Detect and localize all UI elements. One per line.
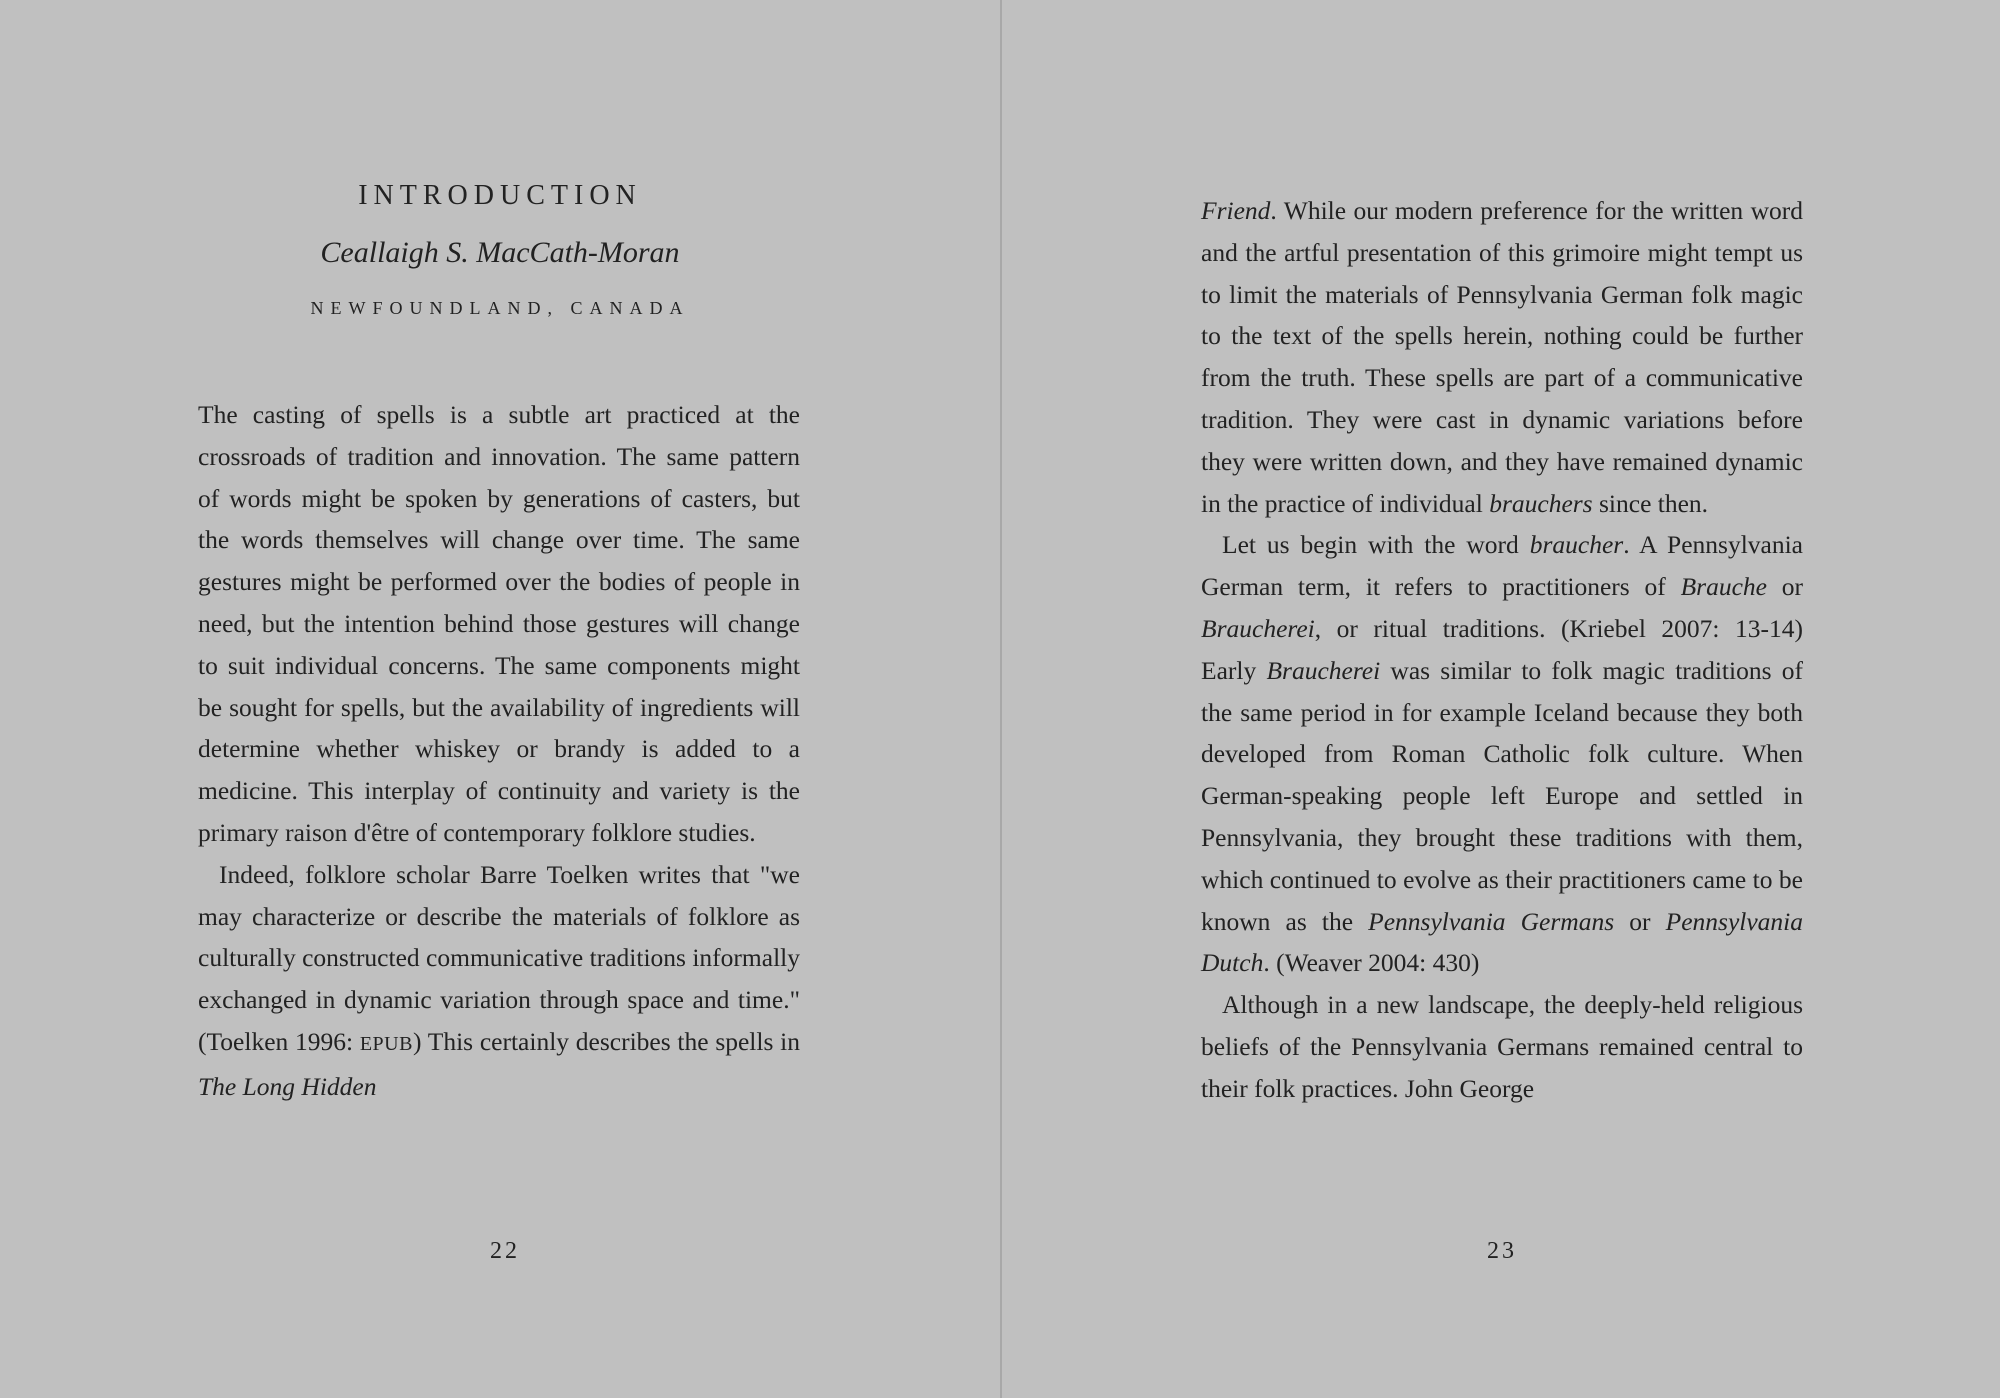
- paragraph-text: or: [1614, 906, 1666, 936]
- paragraph-text: or: [1766, 572, 1803, 602]
- italic-text: Braucherei: [1201, 613, 1315, 643]
- chapter-author: Ceallaigh S. MacCath-Moran: [320, 236, 680, 269]
- paragraph-text: . (Weaver 2004: 430): [1263, 948, 1480, 978]
- paragraph: [1201, 984, 1803, 1109]
- italic-text: Pennsylvania Dutch: [1201, 906, 1803, 978]
- book-title-italic: The Long Hidden: [198, 1071, 377, 1101]
- paragraph: [1201, 190, 1803, 524]
- chapter-title: INTRODUCTION: [358, 180, 642, 211]
- paragraph-text: , or ritual traditions. (Kriebel 2007: 13-14) Early: [1201, 613, 1803, 685]
- paragraph-text: The casting of spells is a subtle art practiced at the crossroads of tradition and innovation. The same pattern of words might be spoken by generations of casters, but the words themselves will change over time. The same gestures might be performed over the bodies of people in need, but the intention behind those gestures will change to suit individual concerns. The same components might be sought for spells, but the availability of ingredients will determine whether whiskey or brandy is added to a medicine. This interplay of continuity and variety is the primary raison d'être of contemporary folklore studies.: [198, 400, 800, 847]
- italic-text: Friend: [1201, 196, 1271, 225]
- italic-text: braucher: [1529, 530, 1624, 560]
- paragraph: [198, 854, 800, 1108]
- page-number: 22: [490, 1238, 520, 1264]
- italic-text: Braucherei: [1266, 655, 1381, 685]
- paragraph-text: ) This certainly describes the spells in: [412, 1026, 800, 1056]
- paragraph-smallcaps: EPUB: [359, 1032, 413, 1055]
- right-page[interactable]: [1002, 0, 2000, 1398]
- page-number: 23: [1487, 1238, 1517, 1264]
- paragraph-text: . A Pennsylvania German term, it refers to practitioners of: [1201, 530, 1803, 602]
- paragraph-text: . While our modern preference for the written word and the artful presentation of this grimoire might tempt us to limit the materials of Pennsylvania German folk magic to the text of the spells herein, nothing could be further from the truth. These spells are part of a communicative tradition. They were cast in dynamic variations before they were written down, and they have remained dynamic in the practice of individual: [1201, 196, 1803, 518]
- left-page-body: [198, 394, 800, 1108]
- paragraph-text: Although in a new landscape, the deeply-held religious beliefs of the Pennsylvania Germans remained central to their folk practices. John George: [1201, 990, 1803, 1103]
- italic-text: Pennsylvania Germans: [1368, 906, 1615, 936]
- paragraph-text: since then.: [1592, 488, 1709, 518]
- italic-text: brauchers: [1489, 488, 1593, 518]
- paragraph: [1201, 524, 1803, 984]
- paragraph-text: Indeed, folklore scholar Barre Toelken writes that "we may characterize or describe the materials of folklore as culturally constructed communicative traditions informally exchanged in dynamic variation through space and time." (Toelken 1996:: [198, 859, 800, 1056]
- right-page-body: [1201, 190, 1803, 1110]
- italic-text: Brauche: [1680, 572, 1767, 602]
- paragraph: [198, 394, 800, 854]
- paragraph-text: Let us begin with the word: [1222, 530, 1530, 560]
- paragraph-text: was similar to folk magic traditions of the same period in for example Iceland because they both developed from Roman Catholic folk culture. When German-speaking people left Europe and settled in Pennsylvania, they brought these traditions with them, which continued to evolve as their practitioners came to be known as the: [1201, 655, 1803, 936]
- chapter-location: NEWFOUNDLAND, CANADA: [310, 298, 690, 318]
